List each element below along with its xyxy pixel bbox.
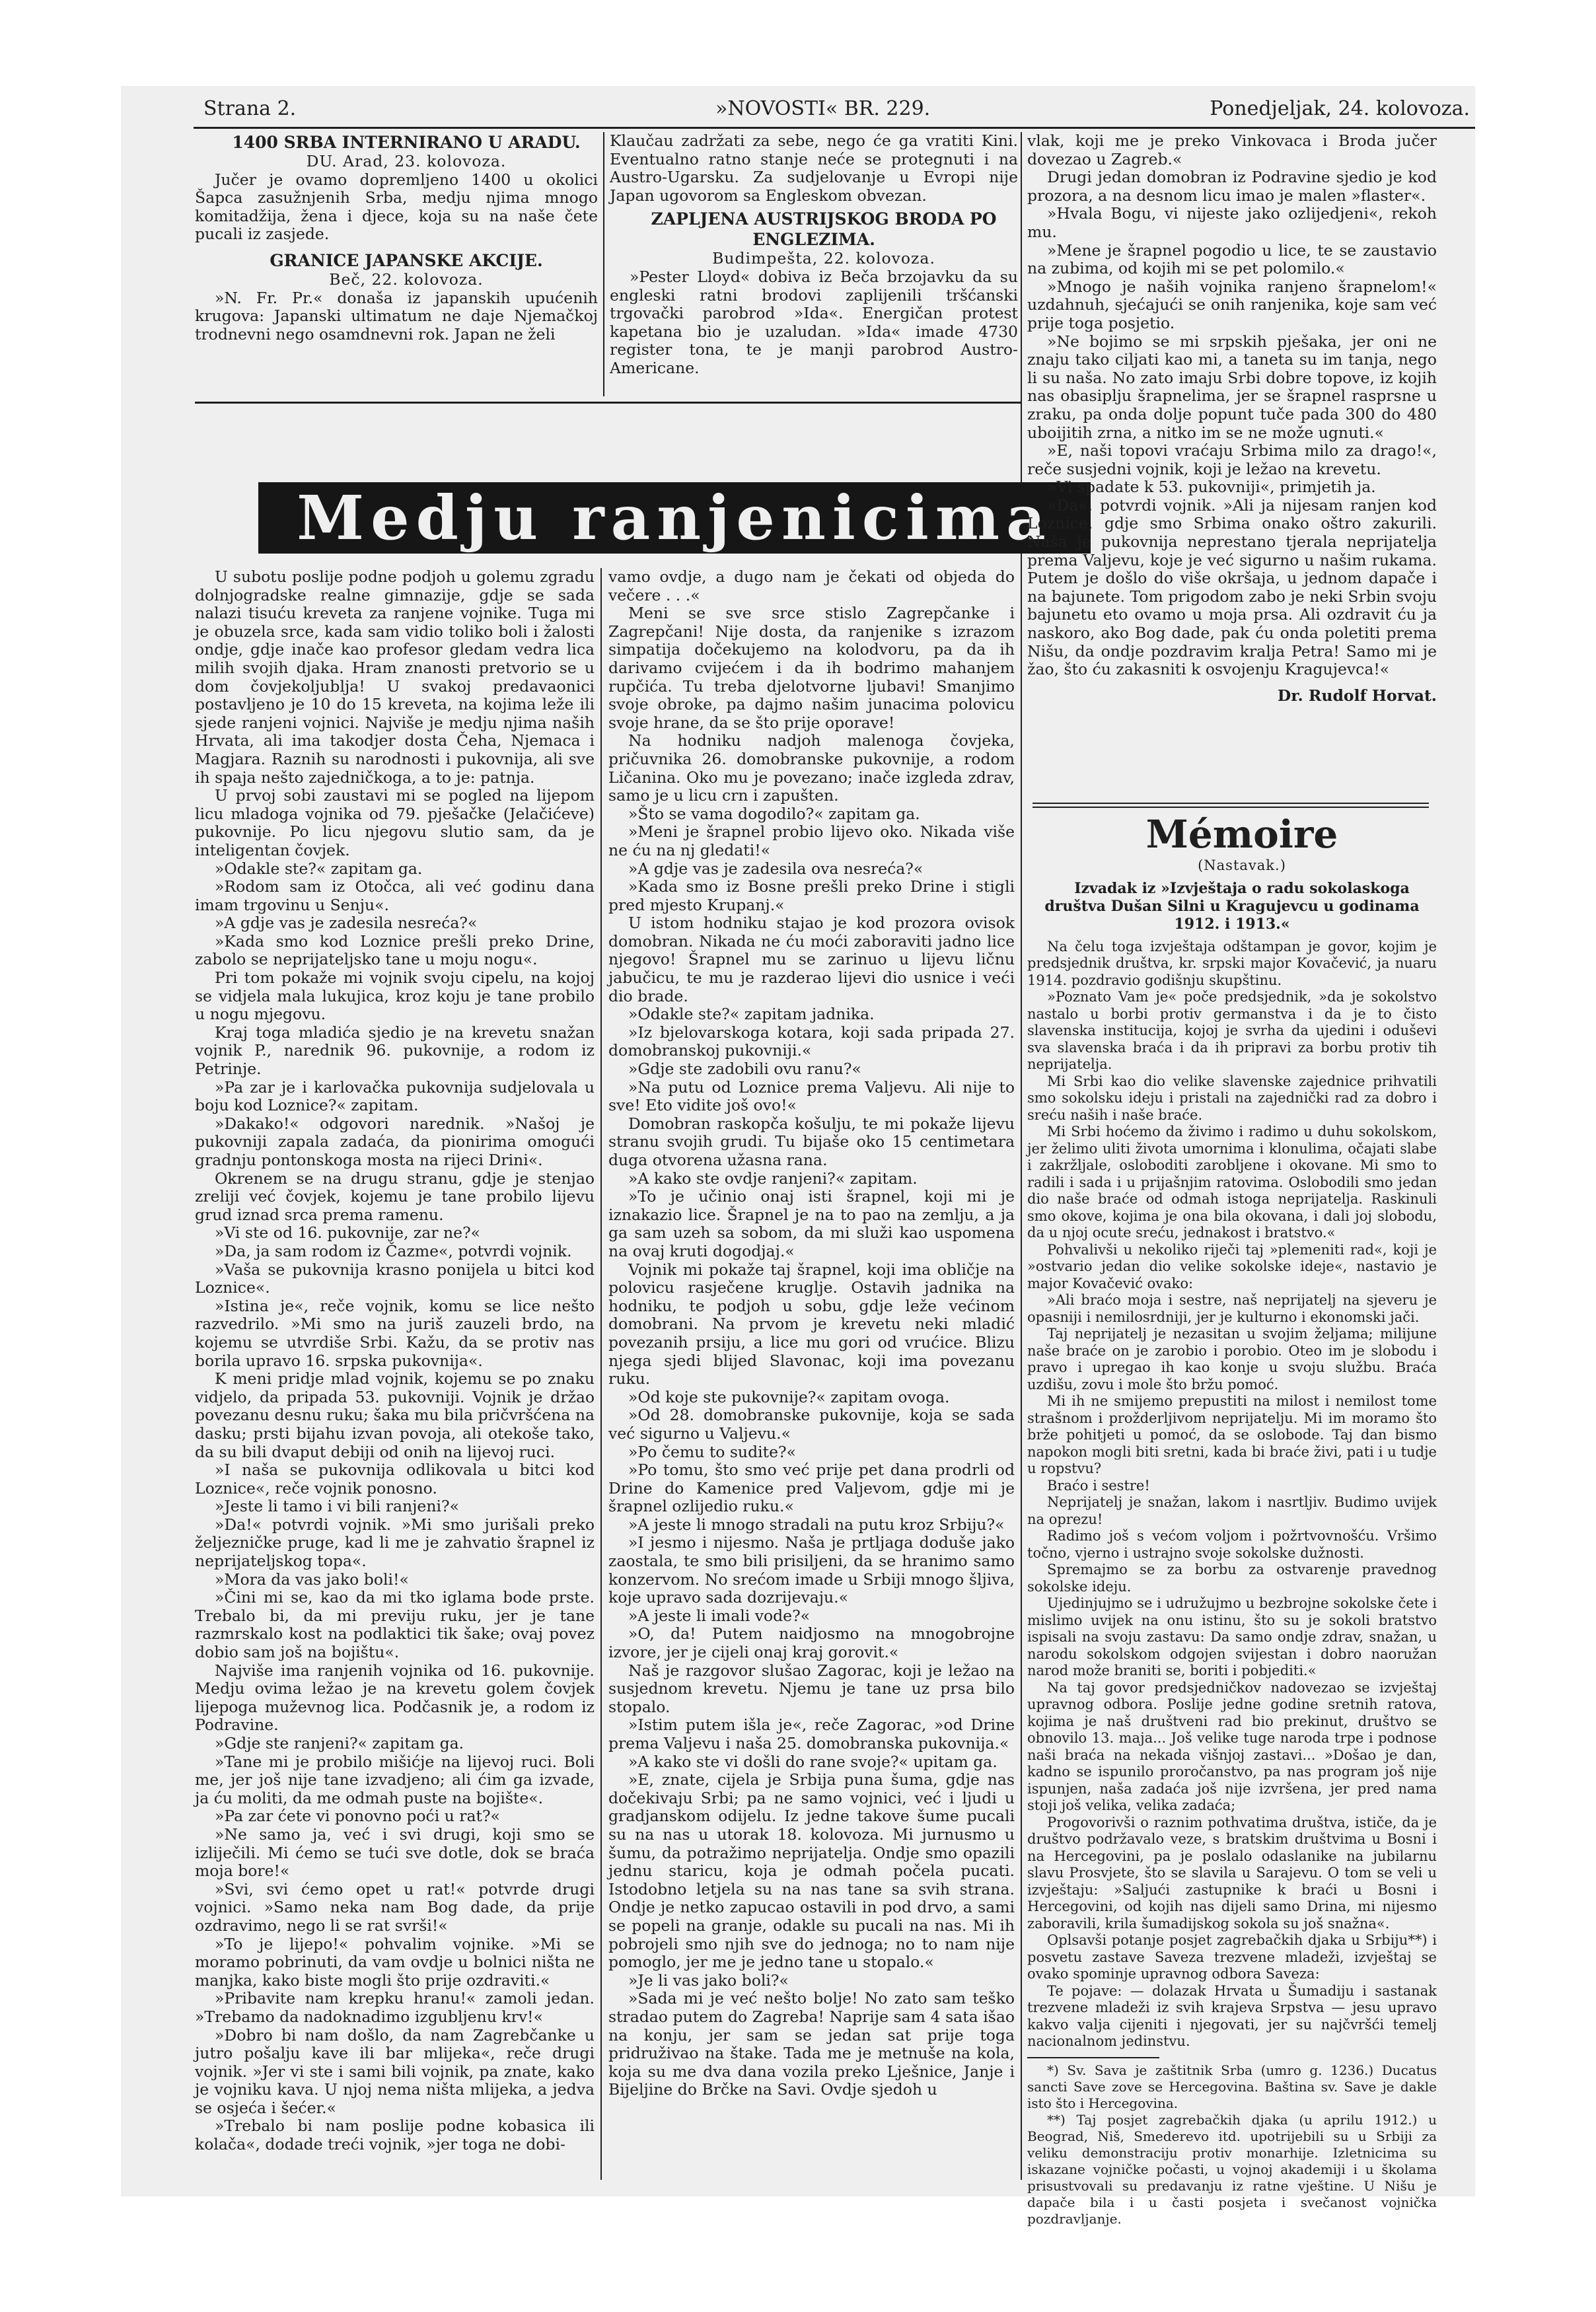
story-paragraph: Vojnik mi pokaže taj šrapnel, koji ima obličje na polovicu rasječene kruglje. Ostavih jadnika na hodniku, te podjoh u sobu, gdje leže većinom domobrani. Na prvom je krevetu neki mladić povezanih prsiju, a lice mu gori od vrućice. Blizu njega sjedi blijed Slavonac, koji ima povezanu ruku. (608, 1260, 1015, 1389)
banner-headline: Medju ranjenicima (258, 482, 1091, 554)
story-paragraph: »E, znate, cijela je Srbija puna šuma, gdje nas dočekivaju Srbi; pa ne samo vojnici, već i ljudi u gradjanskom odijelu. Iz jedne takove šume pucali su na nas u utorak 18. kolovoza. Mi jurnusmo u šumu, da potražimo neprijatelja. Ondje smo opazili jednu staricu, koja je odmah počela pucati. Istodobno letjela su na nas tane sa svih strana. Ondje je netko zapucao ostavili in pod drvo, a sami se popeli na granje, odakle su pucali na nas. Mi ih pobrojeli smo njih sve do jednoga; no to nam nije pomoglo, jer me je jedno tane u stopalo.« (608, 1770, 1015, 1972)
section-rule (1033, 803, 1429, 804)
headline-arad: 1400 SRBA INTERNIRANO U ARADU. (232, 133, 581, 152)
story-paragraph: Meni se sve srce stislo Zagrepčanke i Zagrepčani! Nije dosta, da ranjenike s izrazom simpatija dočekujemo na kolodvoru, pa da ih darivamo cvijećem i da ih bodrimo mahanjem rupčića. Tu treba djelotvorne ljubavi! Smanjimo svoje obroke, pa dajmo našim junacima polovicu svoje hrane, da se što prije oporave! (608, 604, 1015, 732)
memo-paragraph: Radimo još s većom voljom i požrtvovnošću. Vršimo točno, vjerno i ustrajno svoje sokolske dužnosti. (1027, 1528, 1437, 1561)
dateline-japan: Beč, 22. kolovoza. (329, 270, 484, 289)
page-header (121, 92, 1475, 126)
story-paragraph: »Mora da vas jako boli!« (215, 1570, 409, 1589)
story-paragraph: U prvoj sobi zaustavi mi se pogled na lijepom licu mladoga vojnika od 79. pješačke (Jelačićeve) pukovnije. Po licu njegovu slutio sam, da je inteligentan čovjek. (195, 786, 595, 859)
story-paragraph: »Iz bjelovarskoga kotara, koji sada pripada 27. domobranskoj pukovniji.« (608, 1023, 1015, 1060)
story-paragraph: »Na putu od Loznice prema Valjevu. Ali nije to sve! Eto vidite još ovo!« (608, 1077, 1015, 1115)
story-paragraph: »Čini mi se, kao da mi tko iglama bode prste. Trebalo bi, da mi previju ruku, jer je tane razmrskalo kost na podlaktici tik šake; ovaj povez dobio sam još na bojištu«. (195, 1588, 595, 1662)
story-paragraph: »Istina je«, reče vojnik, komu se lice nešto razvedrilo. »Mi smo na juriš zauzeli brdo, na kojemu se utvrdiše Srbi. Kažu, da se protiv nas borila upravo 16. srpska pukovnija«. (195, 1296, 595, 1370)
paragraph: »N. Fr. Pr.« donaša iz japanskih upućenih krugova: Japanski ultimatum ne daje Njemačkoj trodnevni nego osamdnevni rok. Japan ne želi (195, 288, 598, 343)
column-divider (603, 132, 604, 396)
memo-paragraph: Spremajmo se za borbu za ostvarenje pravednog sokolske ideju. (1027, 1562, 1437, 1595)
story-paragraph: Okrenem se na drugu stranu, gdje je stenjao zreliji već čovjek, kojemu je tane probilo lijevu grud iznad srca prema ramenu. (195, 1169, 595, 1224)
story-paragraph: »Pa zar je i karlovačka pukovnija sudjelovala u boju kod Loznice?« zapitam. (195, 1077, 595, 1115)
story-paragraph: Drugi jedan domobran iz Podravine sjedio je kod prozora, a na desnom licu imao je malen »flaster«. (1027, 168, 1437, 205)
story-paragraph: »Mnogo je naših vojnika ranjeno šrapnelom!« uzdahnuh, sjećajući se onih ranjenika, koje sam već prije toga posjetio. (1027, 277, 1437, 332)
story-paragraph: Najviše ima ranjenih vojnika od 16. pukovnije. Medju ovima ležao je na krevetu golem čovjek lijepoga muževnog lica. Podčasnik je, a rodom iz Podravine. (195, 1661, 595, 1735)
story-paragraph: Na hodniku nadjoh malenoga čovjeka, pričuvnika 26. domobranske pukovnije, a rodom Ličanina. Oko mu je povezano; inače izgleda zdrav, samo je u licu crn i zapušten. (608, 731, 1015, 805)
story-paragraph: »Ne bojimo se mi srpskih pješaka, jer oni ne znaju tako ciljati kao mi, a taneta su im tanja, nego li su naša. No zato imaju Srbi dobre topove, iz kojih nas obasiplju šrapnelima, jer se šrapnel rasprsne u zraku, pa onda dolje popunt tuče pada 300 do 480 uboijitih zrna, a nitko im se ne može ugnuti.« (1027, 332, 1437, 442)
right-column-story (1027, 132, 1437, 796)
headline-japan: GRANICE JAPANSKE AKCIJE. (270, 250, 543, 270)
footnote: *) Sv. Sava je zaštitnik Srba (umro g. 1236.) Ducatus sancti Save zove se Hercegovina. Baština sv. Save je dakle isto što i Hercegovina. (1027, 2062, 1437, 2111)
issue-date: Ponedjeljak, 24. kolovoza. (1210, 97, 1470, 120)
newspaper-title: »NOVOSTI« BR. 229. (715, 97, 931, 120)
story-column-1 (195, 568, 595, 2196)
story-paragraph: »Je li vas jako boli?« (628, 1970, 789, 1990)
memo-paragraph: »Ali braćo moja i sestre, naš neprijatelj na sjeveru je opasniji i nemilosrdniji, jer je kulturno i ekonomski jači. (1027, 1292, 1437, 1325)
column-divider (1021, 132, 1022, 2180)
story-paragraph: »A jeste li imali vode?« (628, 1606, 811, 1625)
memo-paragraph: Mi Srbi hoćemo da živimo i radimo u duhu sokolskom, jer želimo uliti života umornima i klonulima, očajati slabe i zakržljale, osloboditi zarobljene i okovane. Mi smo to radili i sada i u prijašnjim ratovima. Oslobodili smo jedan dio naše braće od odmah istoga neprijatelja. Raskinuli smo okove, kojima je ona bila okovana, i dali joj slobodu, da u njoj ocute sreću, jednakost i bratstvo.« (1027, 1124, 1437, 1241)
story-paragraph: »I naša se pukovnija odlikovala u bitci kod Loznice«, reče vojnik ponosno. (195, 1461, 595, 1498)
author-signature: Dr. Rudolf Horvat. (1277, 686, 1437, 705)
story-paragraph: vlak, koji me je preko Vinkovaca i Broda jučer dovezao u Zagreb.« (1027, 131, 1437, 168)
section-rule (195, 402, 1021, 404)
story-paragraph: vamo ovdje, a dugo nam je čekati od objeda do večere . . .« (608, 567, 1015, 604)
story-paragraph: »Trebalo bi nam poslije podne kobasica ili kolača«, dodade treći vojnik, »jer toga ne dobi- (195, 2116, 595, 2154)
memo-paragraph: Mi Srbi kao dio velike slavenske zajednice prihvatili smo sokolsku ideju i pristali na zajednički rad za dobro i sreću naših i naše braće. (1027, 1073, 1437, 1123)
paragraph: »Pester Lloyd« dobiva iz Beča brzojavku da su engleski ratni brodovi zaplijenili tršćanski trgovački parobrod »Ida«. Energičan protest kapetana bio je uzaludan. »Ida« imade 4730 register tona, te je manji parobrod Austro-Americane. (610, 267, 1018, 377)
story-paragraph: »To je učinio onaj isti šrapnel, koji mi je iznakazio lice. Šrapnel je na to pao na zemlju, a ja ga sam uzeh sa sobom, da mi služi kao uspomena na ovaj kruti dogodjaj.« (608, 1187, 1015, 1260)
story-paragraph: »Da, ja sam rodom iz Čazme«, potvrdi vojnik. (215, 1241, 572, 1260)
footnotes (1027, 2062, 1437, 2227)
story-paragraph: »A jeste li mnogo stradali na putu kroz Srbiju?« (628, 1515, 1005, 1534)
story-paragraph: »Gdje ste ranjeni?« zapitam ga. (215, 1734, 464, 1752)
headline-ship: ZAPLJENA AUSTRIJSKOG BRODA PO ENGLEZIMA. (651, 209, 997, 250)
section-rule (1033, 807, 1429, 808)
story-paragraph: »Po tomu, što smo već prije pet dana prodrli od Drine do Kamenice pred Valjevom, gdje mi je šrapnel ozlijedio ruku.« (608, 1461, 1015, 1516)
top-left-articles (195, 132, 598, 396)
story-paragraph: »Odakle ste?« zapitam ga. (215, 859, 423, 878)
memoire-body (1027, 939, 1437, 2050)
memoire-title: Mémoire (1145, 812, 1338, 857)
story-paragraph: »A kako ste vi došli do rane svoje?« upitam ga. (628, 1752, 998, 1771)
story-paragraph: »Vi spadate k 53. pukovniji«, primjetih ja. (1047, 478, 1376, 497)
story-paragraph: »Vi ste od 16. pukovnije, zar ne?« (215, 1223, 481, 1243)
story-paragraph: »Pribavite nam krepku hranu!« zamoli jedan. »Trebamo da nadoknadimo izgubljenu krv!« (195, 1989, 595, 2026)
story-paragraph: »Pa zar ćete vi ponovno poći u rat?« (215, 1807, 500, 1826)
story-paragraph: Pri tom pokaže mi vojnik svoju cipelu, na kojoj se vidjela mala lukujica, kroz koju je tane probilo u nogu mjegovu. (195, 968, 595, 1024)
story-paragraph: »Od 28. domobranske pukovnije, koja se sada već sigurno u Valjevu.« (608, 1406, 1015, 1443)
story-paragraph: Naš je razgovor slušao Zagorac, koji je ležao na susjednom krevetu. Njemu je tane uz prsa bilo stopalo. (608, 1661, 1015, 1716)
memo-paragraph: Neprijatelj je snažan, lakom i nasrtljiv. Budimo uvijek na oprezu! (1027, 1494, 1437, 1527)
memo-paragraph: Mi ih ne smijemo prepustiti na milost i nemilost tome strašnom i prožderljivom neprijatelju. Mi im moramo što brže pohitjeti u pomoć, da se oslobode. Taj dan bismo napokon mogli biti sretni, kada bi braće živi, pati i u tudje u ropstvu? (1027, 1393, 1437, 1476)
story-paragraph: »Rodom sam iz Otočca, ali već godinu dana imam trgovinu u Senju«. (195, 877, 595, 914)
story-paragraph: »E, naši topovi vraćaju Srbima milo za drago!«, reče susjedni vojnik, koji je ležao na krevetu. (1027, 441, 1437, 478)
memo-paragraph: »Poznato Vam je« poče predsjednik, »da je sokolstvo nastalo u borbi protiv germanstva i da je to čisto slavenska institucija, kojoj je svrha da ujedini i oduševi sva slavenska braća i da ih pripravi za borbu protiv tih neprijatelja. (1027, 989, 1437, 1072)
paragraph: Klaučau zadržati za sebe, nego će ga vratiti Kini. Eventualno ratno stanje neće se protegnuti i na Austro-Ugarsku. Za sudjelovanje u Evropi nije Japan ugovorom sa Engleskom obvezan. (610, 131, 1018, 205)
story-paragraph: »Jeste li tamo i vi bili ranjeni?« (215, 1497, 459, 1516)
story-paragraph: »A gdje vas je zadesila nesreća?« (215, 914, 478, 933)
memo-paragraph: Na taj govor predsjedničkov nadovezao se izvještaj upravnog odbora. Poslije jedne godine sretnih ratova, kojima je naš društveni rad bio prekinut, društvo se obnovilo 13. maja... Još velike tuge naroda trpe i podnose naši braća na nekada višnjoj zastavi... »Došao je dan, kadno se ispunilo proročanstvo, pa nas program još nije ispunjen, naša zadaća još nije izvršena, jer pred nama stoji još velika, velika zadaća; (1027, 1679, 1437, 1813)
story-paragraph: »Gdje ste zadobili ovu ranu?« (628, 1060, 861, 1079)
memo-paragraph: Pohvalivši u nekoliko riječi taj »plemeniti rad«, koji je »ostvario jedan dio velike sokolske ideje«, nastavio je major Kovačević ovako: (1027, 1241, 1437, 1291)
memo-paragraph: Ujedinjujmo se i udružujmo u bezbrojne sokolske čete i mislimo uvijek na onu istinu, što su je sokoli bratstvo ispisali na svoju zastavu: Da samo ondje zdrav, snažan, u narodu sokolskom odgojen svijestan i dobro naoružan narod može braniti se, boriti i pobjediti.« (1027, 1595, 1437, 1679)
memo-paragraph: Progovorivši o raznim pothvatima društva, ističe, da je društvo podržavalo veze, s bratskim društvima u Bosni i na Hercegovini, pa je poslalo odaslanike na jubilarnu slavu Prosvjete, što se slavila u Sarajevu. O tom se veli u izvještaju: »Saljući zastupnike k braći u Bosni i Hercegovini, od kojih nas dijeli samo Drina, mi nijesmo zaboravili, krila šumadijskog sokola su još snažna«. (1027, 1814, 1437, 1932)
story-paragraph: »Sada mi je već nešto bolje! No zato sam teško stradao putem do Zagreba! Naprije sam 4 sata išao na konju, jer sam se jedan sat prije toga pridruživao na štake. Tada me je metnuše na kola, koja su me dva dana vozila preko Lješnice, Janje i Bijeljine do Brčke na Savi. Ovdje sjedoh u (608, 1989, 1015, 2099)
story-paragraph: »To je lijepo!« pohvalim vojnike. »Mi se moramo pobrinuti, da vam ovdje u bolnici ništa ne manjka, kako biste mogli što prije ozdraviti.« (195, 1934, 595, 1990)
story-paragraph: »A kako ste ovdje ranjeni?« zapitam. (628, 1169, 918, 1188)
story-paragraph: »Mene je šrapnel pogodio u lice, te se zaustavio na zubima, od kojih mi se pet polomilo.« (1027, 240, 1437, 278)
story-paragraph: U subotu poslije podne podjoh u golemu zgradu dolnjogradske realne gimnazije, gdje se sada nalazi tisuću kreveta za ranjene vojnike. Tuga mi je obuzela srce, kada sam vidio toliko boli i žalosti ondje, gdje inače kao profesor gledam vedra lica milih svojih djaka. Hram znanosti pretvorio se u dom čovjekoljublja! U svakoj predavaonici postavljeno je 10 do 15 kreveta, na kojima leže ili sjede ranjeni vojnici. Najviše je medju njima naših Hrvata, ali ima takodjer dosta Čeha, Njemaca i Magjara. Raznih su narodnosti i pukovnija, ali sve ih spaja nešto zajedničkoga, a to je: patnja. (195, 567, 595, 787)
header-rule (194, 127, 1475, 129)
story-paragraph: »Što se vama dogodilo?« zapitam ga. (628, 804, 920, 823)
story-paragraph: »A gdje vas je zadesila ova nesreća?« (628, 859, 924, 878)
story-paragraph: »O, da! Putem naidjosmo na mnogobrojne izvore, jer je cijeli onaj kraj gorovit.« (608, 1624, 1015, 1662)
story-paragraph: »Da!« potvrdi vojnik. »Mi smo jurišali preko željezničke pruge, kad li me je zahvatio šrapnel iz neprijateljskog topa«. (195, 1515, 595, 1571)
memo-paragraph: Braćo i sestre! (1047, 1477, 1150, 1494)
story-paragraph: K meni pridje mlad vojnik, kojemu se po znaku vidjelo, da pripada 53. pukovniji. Vojnik je držao povezanu desnu ruku; šaka mu bila pričvršćena na dasku; prsti bijahu izvan povoja, ali otekoše tako, da su bili dvaput debiji od onih na lijevoj ruci. (195, 1369, 595, 1461)
memo-paragraph: Te pojave: — dolazak Hrvata u Šumadiju i sastanak trezvene mladeži iz svih krajeva Srpstva — jesu upravo kakvo valja cijeniti i njegovati, jer su najčvršći temelj nacionalnom jedinstvu. (1027, 1982, 1437, 2049)
story-column-2 (608, 568, 1015, 2196)
dateline-arad: DU. Arad, 23. kolovoza. (306, 152, 507, 170)
column-divider (600, 568, 602, 2180)
footnote: **) Taj posjet zagrebačkih djaka (u aprilu 1912.) u Beograd, Niš, Smederevo itd. upotrijebili su u Srbiji za veliku demonstraciju protiv monarhije. Izletnicima su iskazane vojničke počasti, u vojnoj akademiji i u školama prisustvovali su predavanju iz ratne vještine. U Nišu je dapače bila i u časti posjeta i svečanost vojnička pozdravljanje. (1027, 2111, 1437, 2227)
paragraph: Jučer je ovamo dopremljeno 1400 u okolici Šapca zasužnjenih Srba, medju njima mnogo komitadžija, žena i djece, koja su na naše čete pucali iz zasjede. (195, 170, 598, 244)
story-paragraph: »Meni je šrapnel probio lijevo oko. Nikada više ne ću na nj gledati!« (608, 822, 1015, 859)
story-paragraph: »Tane mi je probilo mišićje na lijevoj ruci. Boli me, jer još nije tane izvadjeno; ali ćim ga izvade, ja ću moliti, da me odmah pustе na bojište«. (195, 1752, 595, 1807)
memo-paragraph: Na čelu toga izvještaja odštampan je govor, kojim je predsjednik društva, kr. srpski major Kovačević, ja nuaru 1914. pozdravio godišnju skupštinu. (1027, 938, 1437, 988)
story-paragraph: »Od koje ste pukovnije?« zapitam ovoga. (628, 1387, 950, 1406)
story-paragraph: »Da«, potvrdi vojnik. »Ali ja nijesam ranjen kod Loznice, gdje smo Srbima onako oštro zakurili. Naša je pukovnija neprestano tjerala neprijatelja prema Valjevu, koje je već sigurno u našim rukama. Putem je došlo do više okršaja, u jednom dapače i na bajunete. Tom prigodom zabo je neki Srbin svoju bajunetu eto ovamo u moja prsa. Ali ozdravit ću ja naskoro, ako Bog dade, pak ću onda poletiti prema Nišu, da ondje pozdravim kralja Petra! Samo mi je žao, što ću zakasniti k osvojenju Kragujevca!« (1027, 495, 1437, 679)
top-middle-articles (610, 132, 1018, 396)
story-paragraph: »Kada smo iz Bosne prešli preko Drine i stigli pred mjesto Krupanj.« (608, 877, 1015, 914)
story-paragraph: »Po čemu to sudite?« (628, 1442, 796, 1461)
newspaper-page (121, 86, 1475, 2227)
dateline-budapest: Budimpešta, 22. kolovoza. (712, 249, 935, 268)
memoire-continued: (Nastavak.) (1198, 857, 1286, 873)
story-paragraph: »Svi, svi ćemo opet u rat!« potvrde drugi vojnici. »Samo neka nam Bog dade, da prije ozdravimo, nego li se rat svrši!« (195, 1879, 595, 1935)
story-paragraph: »I jesmo i nijesmo. Naša je prtljaga doduše jako zaostala, te smo bili prisiljeni, da se hranimo samo konzervom. No srećom imade u Srbiji mnogo šljiva, koje upravo sada dozrijevaju.« (608, 1533, 1015, 1607)
memo-paragraph: Oplsavši potanje posjet zagrebačkih djaka u Srbiju**) i posvetu zastave Saveza trezvene mladeži, izvještaj se ovako spominje upravnog odbora Saveza: (1027, 1932, 1437, 1982)
story-paragraph: »Kada smo kod Loznice prešli preko Drine, zabolo se neprijateljsko tane u moju nogu«. (195, 931, 595, 969)
story-paragraph: »Odakle ste?« zapitam jadnika. (628, 1005, 875, 1024)
story-paragraph: Domobran raskopča košulju, te mi pokaže lijevu stranu svojih grudi. Tu bijaše oko 15 centimetara duga otvorena užasna rana. (608, 1114, 1015, 1169)
story-paragraph: U istom hodniku stajao je kod prozora ovisok domobran. Nikada ne ću moći zaboraviti jadno lice njegovo! Šrapnel mu se zarinuo u lijevu ličnu jabučicu, te mu je razderao lijevi dio usnice i veći dio brade. (608, 914, 1015, 1005)
footnote-rule (1027, 2057, 1159, 2058)
story-paragraph: »Hvala Bogu, vi nijeste jako ozlijedjeni«, rekoh mu. (1027, 204, 1437, 241)
story-paragraph: »Dakako!« odgovori narednik. »Našoj je pukovniji zapala zadaća, da pionirima omogući gradnju pontonskoga mosta na rijeci Drini«. (195, 1114, 595, 1169)
story-paragraph: »Ne samo ja, već i svi drugi, koji smo se izliječili. Mi ćemo se tući sve dotle, dok se braća moja bore!« (195, 1824, 595, 1881)
memo-paragraph: Taj neprijatelj je nezasitan u svojim željama; milijune naše braće on je zarobio i porobio. Oteo im je slobodu i pravo i upregao ih kao konje u svoju službu. Braća uzdišu, zovu i mole što bržu pomoć. (1027, 1326, 1437, 1392)
story-paragraph: »Istim putem išla je«, reče Zagorac, »od Drine prema Valjevu i naša 25. domobranska pukovnija.« (608, 1716, 1015, 1752)
story-paragraph: »Dobro bi nam došlo, da nam Zagrebčanke u jutro pošalju kave ili bar mlijeka«, reče drugi vojnik. »Jer vi ste i sami bili vojnik, pa znate, kako je vojniku kava. U njoj nema ništa mlijeka, a jedva se osjeća i šećer.« (195, 2025, 595, 2117)
story-paragraph: Kraj toga mladića sjedio je na krevetu snažan vojnik P., narednik 96. pukovnije, a rodom iz Petrinje. (195, 1023, 595, 1079)
report-title: Izvadak iz »Izvještaja o radu sokolaskoga društva Dušan Silni u Kragujevcu u godinama 1912. i 1913.« (1044, 879, 1420, 933)
story-paragraph: »Vaša se pukovnija krasno ponijela u bitci kod Loznice«. (195, 1260, 595, 1297)
memoire-section (1027, 811, 1437, 2227)
page-number: Strana 2. (203, 97, 297, 120)
